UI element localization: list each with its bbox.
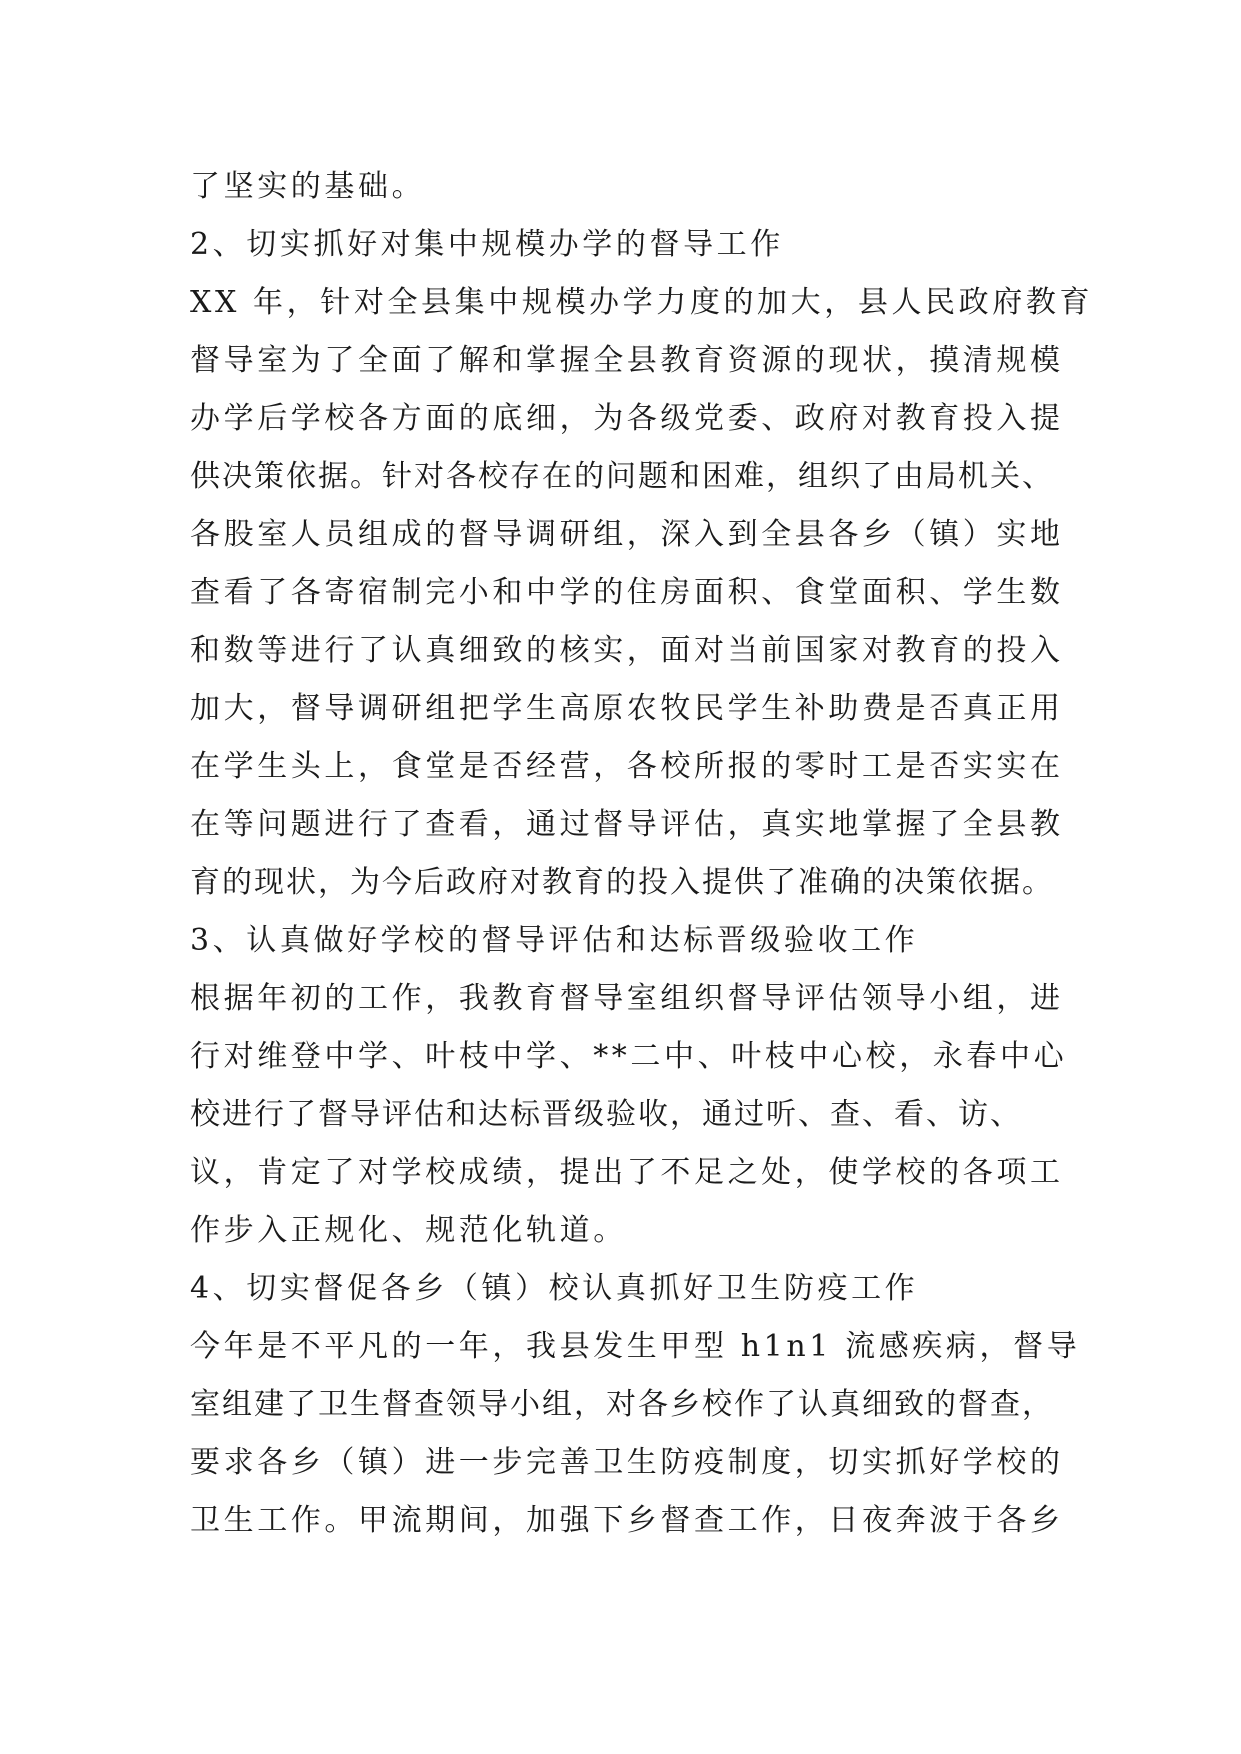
text-line: XX 年，针对全县集中规模办学力度的加大，县人民政府教育 xyxy=(190,285,1094,320)
text-line: 今年是不平凡的一年，我县发生甲型 h1n1 流感疾病，督导 xyxy=(190,1329,1081,1364)
text-line: 和数等进行了认真细致的核实，面对当前国家对教育的投入 xyxy=(190,633,1064,668)
text-line: 议，肯定了对学校成绩，提出了不足之处，使学校的各项工 xyxy=(190,1155,1064,1190)
text-line: 卫生工作。甲流期间，加强下乡督查工作，日夜奔波于各乡 xyxy=(190,1503,1064,1538)
text-line: 查看了各寄宿制完小和中学的住房面积、食堂面积、学生数 xyxy=(190,575,1064,610)
text-line: 校进行了督导评估和达标晋级验收，通过听、查、看、访、 xyxy=(190,1097,1022,1132)
body-text xyxy=(190,158,1094,1550)
text-line: 育的现状，为今后政府对教育的投入提供了准确的决策依据。 xyxy=(190,865,1054,900)
text-line: 督导室为了全面了解和掌握全县教育资源的现状，摸清规模 xyxy=(190,343,1064,378)
text-line: 行对维登中学、叶枝中学、**二中、叶枝中心校，永春中心 xyxy=(190,1039,1068,1074)
text-line: 根据年初的工作，我教育督导室组织督导评估领导小组，进 xyxy=(190,981,1064,1016)
section-heading-4: 4、切实督促各乡（镇）校认真抓好卫生防疫工作 xyxy=(190,1271,919,1306)
text-line: 加大，督导调研组把学生高原农牧民学生补助费是否真正用 xyxy=(190,691,1064,726)
text-line: 要求各乡（镇）进一步完善卫生防疫制度，切实抓好学校的 xyxy=(190,1445,1064,1480)
text-line: 各股室人员组成的督导调研组，深入到全县各乡（镇）实地 xyxy=(190,517,1064,552)
text-line: 作步入正规化、规范化轨道。 xyxy=(190,1213,627,1248)
section-heading-3: 3、认真做好学校的督导评估和达标晋级验收工作 xyxy=(190,923,919,958)
text-line: 了坚实的基础。 xyxy=(190,169,426,204)
text-line: 办学后学校各方面的底细，为各级党委、政府对教育投入提 xyxy=(190,401,1064,436)
text-line: 室组建了卫生督查领导小组，对各乡校作了认真细致的督查， xyxy=(190,1387,1054,1422)
section-heading-2: 2、切实抓好对集中规模办学的督导工作 xyxy=(190,227,784,262)
text-line: 供决策依据。针对各校存在的问题和困难，组织了由局机关、 xyxy=(190,459,1054,494)
text-line: 在学生头上，食堂是否经营，各校所报的零时工是否实实在 xyxy=(190,749,1064,784)
text-line: 在等问题进行了查看，通过督导评估，真实地掌握了全县教 xyxy=(190,807,1064,842)
